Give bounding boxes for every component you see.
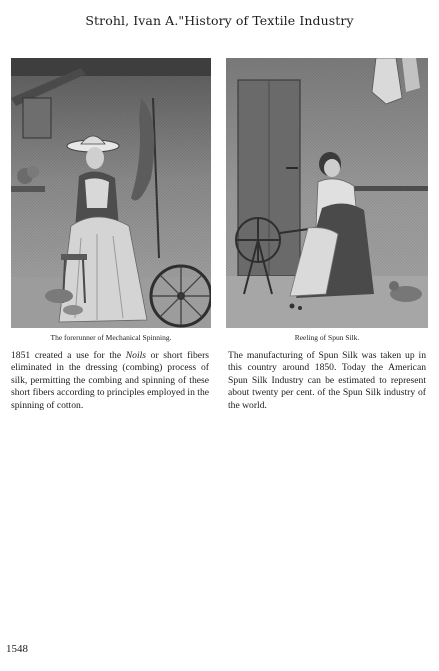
illustration-reeling-silk — [226, 58, 428, 328]
body-left-rest: or short fibers eliminated in the dressing (combing) process of silk, permitting the combing and spinning of these short fibers according to principles employed in the spinning of cotton. — [11, 350, 209, 411]
caption-left-plate: The forerunner of Mechanical Spinning. — [50, 333, 172, 342]
body-left-lead: 1851 created a use for the — [11, 350, 126, 361]
page-number: 1548 — [6, 643, 28, 655]
illustration-spinning-wheel — [11, 58, 211, 328]
body-column-left — [11, 350, 209, 412]
noils-term: Noils — [125, 350, 147, 361]
caption-right-plate: Reeling of Spun Silk. — [294, 333, 360, 342]
running-header: Strohl, Ivan A."History of Textile Industry — [85, 13, 354, 28]
body-column-right: The manufacturing of Spun Silk was taken up in this country around 1850. Today the American Spun Silk Industry can be estimated to represent about twenty per cent. of the Spun Silk industry of the world. — [228, 350, 426, 411]
